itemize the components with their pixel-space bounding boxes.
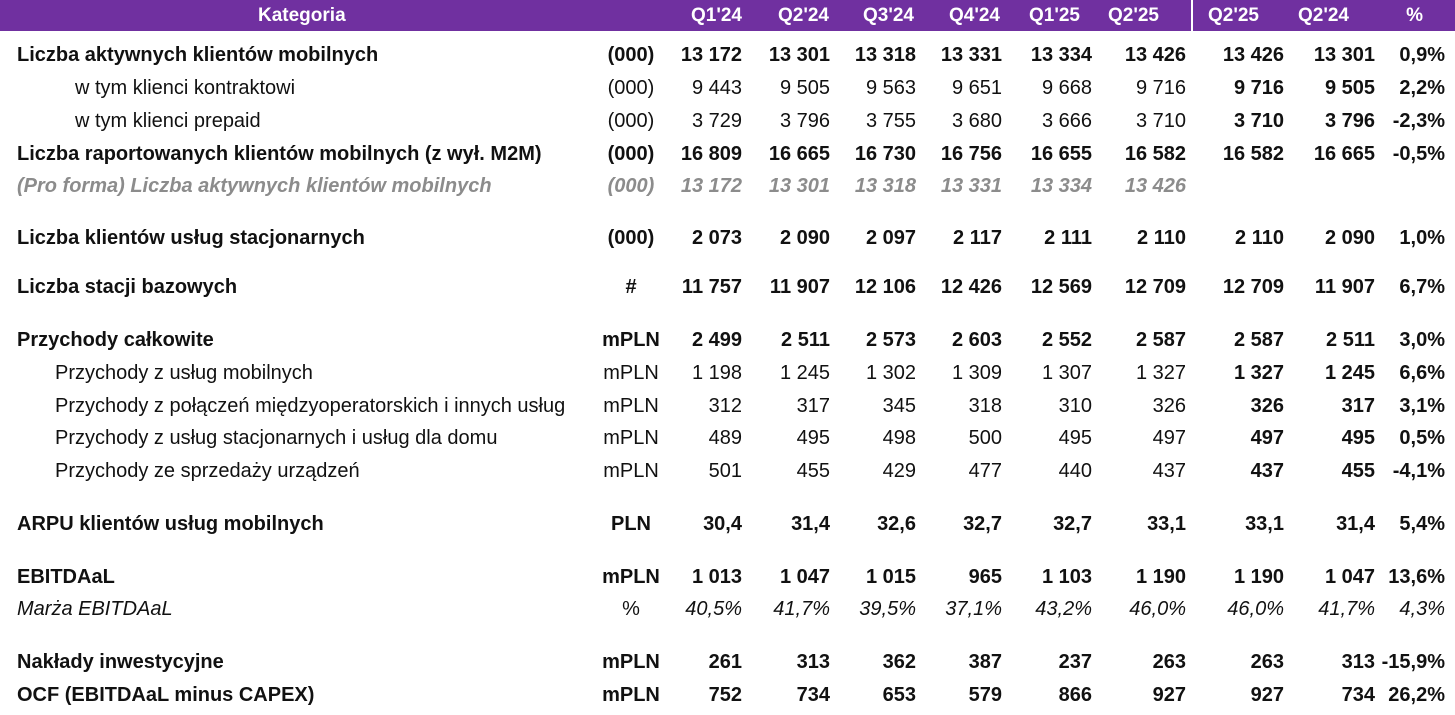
period-value: 1 307: [1041, 362, 1092, 384]
period-value: 653: [882, 684, 916, 706]
period-value: 1 013: [691, 566, 742, 588]
period-value: 13 426: [1124, 44, 1186, 66]
table-row: [0, 680, 1455, 710]
table-row: [0, 562, 1455, 592]
change-percent: 3,1%: [1399, 395, 1445, 417]
row-label: Przychody z usług stacjonarnych i usług dla domu: [55, 427, 498, 449]
header-compare-q2-25: Q2'25: [1208, 5, 1259, 26]
row-unit: (000): [607, 110, 655, 132]
period-value: 16 582: [1124, 143, 1186, 165]
period-value: 9 563: [865, 77, 916, 99]
header-period-q3-24: Q3'24: [863, 5, 914, 26]
compare-value: 2 511: [1326, 329, 1375, 351]
period-value: 317: [796, 395, 830, 417]
compare-value: 437: [1250, 460, 1284, 482]
row-unit: PLN: [611, 513, 651, 535]
row-unit: mPLN: [602, 566, 660, 588]
period-value: 477: [968, 460, 1002, 482]
period-value: 3 710: [1135, 110, 1186, 132]
change-percent: 6,7%: [1399, 276, 1445, 298]
table-row: [0, 391, 1455, 421]
period-value: 43,2%: [1035, 598, 1092, 620]
period-value: 345: [882, 395, 916, 417]
period-value: 39,5%: [859, 598, 916, 620]
row-label: Liczba klientów usług stacjonarnych: [17, 227, 365, 249]
period-value: 33,1: [1147, 513, 1186, 535]
period-value: 11 907: [769, 276, 830, 298]
compare-value: 1 327: [1233, 362, 1284, 384]
period-value: 32,6: [877, 513, 916, 535]
compare-value: 9 505: [1324, 77, 1375, 99]
row-label: Liczba raportowanych klientów mobilnych (z wył. M2M): [17, 143, 542, 165]
table-row: [0, 106, 1455, 136]
period-value: 1 309: [951, 362, 1002, 384]
period-value: 12 709: [1124, 276, 1186, 298]
compare-value: 1 190: [1233, 566, 1284, 588]
row-unit: mPLN: [603, 395, 659, 417]
compare-value: 455: [1341, 460, 1375, 482]
compare-value: 46,0%: [1227, 598, 1284, 620]
row-unit: (000): [607, 77, 655, 99]
change-percent: 13,6%: [1388, 566, 1445, 588]
change-percent: -2,3%: [1392, 110, 1445, 132]
period-value: 1 047: [779, 566, 830, 588]
period-value: 3 680: [951, 110, 1002, 132]
row-unit: (000): [607, 143, 655, 165]
period-value: 429: [882, 460, 916, 482]
table-row: [0, 171, 1455, 201]
table-row: [0, 223, 1455, 253]
table-row: [0, 139, 1455, 169]
period-value: 13 331: [940, 175, 1002, 197]
table-row: [0, 509, 1455, 539]
period-value: 13 172: [680, 175, 742, 197]
period-value: 310: [1058, 395, 1092, 417]
period-value: 261: [708, 651, 742, 673]
period-value: 13 301: [768, 175, 830, 197]
table-row: [0, 647, 1455, 677]
period-value: 498: [882, 427, 916, 449]
compare-value: 33,1: [1245, 513, 1284, 535]
period-value: 12 426: [940, 276, 1002, 298]
period-value: 437: [1152, 460, 1186, 482]
period-value: 13 334: [1030, 44, 1092, 66]
period-value: 13 331: [940, 44, 1002, 66]
period-value: 13 172: [680, 44, 742, 66]
period-value: 1 103: [1041, 566, 1092, 588]
compare-value: 497: [1250, 427, 1284, 449]
compare-value: 495: [1341, 427, 1375, 449]
row-unit: (000): [607, 44, 655, 66]
row-label: Liczba aktywnych klientów mobilnych: [17, 44, 379, 66]
period-value: 965: [968, 566, 1002, 588]
period-value: 455: [796, 460, 830, 482]
period-value: 16 665: [768, 143, 830, 165]
period-value: 30,4: [703, 513, 742, 535]
row-label: (Pro forma) Liczba aktywnych klientów mobilnych: [17, 175, 492, 197]
period-value: 9 716: [1135, 77, 1186, 99]
period-value: 362: [882, 651, 916, 673]
period-value: 2 111: [1044, 227, 1092, 249]
table-row: [0, 594, 1455, 624]
period-value: 2 587: [1135, 329, 1186, 351]
period-value: 263: [1152, 651, 1186, 673]
period-value: 495: [1058, 427, 1092, 449]
table-row: [0, 272, 1455, 302]
row-label: Przychody z usług mobilnych: [55, 362, 313, 384]
table-row: [0, 325, 1455, 355]
row-unit: mPLN: [603, 460, 659, 482]
compare-value: 734: [1341, 684, 1375, 706]
period-value: 2 110: [1137, 227, 1186, 249]
row-unit: mPLN: [602, 651, 660, 673]
period-value: 501: [708, 460, 742, 482]
period-value: 16 809: [680, 143, 742, 165]
period-value: 11 757: [681, 276, 742, 298]
period-value: 46,0%: [1129, 598, 1186, 620]
period-value: 2 117: [953, 227, 1002, 249]
change-percent: 0,9%: [1399, 44, 1445, 66]
change-percent: 5,4%: [1399, 513, 1445, 535]
change-percent: 2,2%: [1399, 77, 1445, 99]
row-label: w tym klienci kontraktowi: [75, 77, 296, 99]
change-percent: 0,5%: [1399, 427, 1445, 449]
period-value: 37,1%: [945, 598, 1002, 620]
period-value: 2 097: [865, 227, 916, 249]
change-percent: 3,0%: [1399, 329, 1445, 351]
header-period-q4-24: Q4'24: [949, 5, 1000, 26]
compare-value: 263: [1250, 651, 1284, 673]
period-value: 326: [1152, 395, 1186, 417]
period-value: 13 301: [768, 44, 830, 66]
change-percent: -0,5%: [1392, 143, 1445, 165]
period-value: 2 090: [779, 227, 830, 249]
period-value: 495: [796, 427, 830, 449]
period-value: 12 569: [1030, 276, 1092, 298]
period-value: 13 426: [1124, 175, 1186, 197]
period-value: 500: [968, 427, 1002, 449]
period-value: 9 651: [951, 77, 1002, 99]
period-value: 9 505: [779, 77, 830, 99]
compare-value: 1 245: [1324, 362, 1375, 384]
compare-value: 12 709: [1222, 276, 1284, 298]
period-value: 16 756: [940, 143, 1002, 165]
row-unit: (000): [607, 175, 655, 197]
compare-value: 3 710: [1233, 110, 1284, 132]
table-row: [0, 456, 1455, 486]
row-unit: mPLN: [603, 362, 659, 384]
row-label: ARPU klientów usług mobilnych: [17, 513, 324, 535]
period-value: 3 796: [779, 110, 830, 132]
compare-value: 31,4: [1336, 513, 1375, 535]
compare-value: 9 716: [1233, 77, 1284, 99]
period-value: 32,7: [963, 513, 1002, 535]
compare-value: 313: [1341, 651, 1375, 673]
header-separator: [1191, 0, 1193, 31]
compare-value: 11 907: [1314, 276, 1375, 298]
period-value: 31,4: [791, 513, 830, 535]
header-compare-pct: %: [1406, 5, 1423, 26]
period-value: 41,7%: [773, 598, 830, 620]
header-category: Kategoria: [258, 5, 346, 26]
period-value: 3 755: [865, 110, 916, 132]
header-period-q2-25: Q2'25: [1108, 5, 1159, 26]
change-percent: -15,9%: [1381, 651, 1445, 673]
change-percent: 1,0%: [1399, 227, 1445, 249]
period-value: 1 015: [865, 566, 916, 588]
table-row: [0, 40, 1455, 70]
row-unit: (000): [607, 227, 655, 249]
row-label: Nakłady inwestycyjne: [17, 651, 224, 673]
period-value: 13 318: [854, 175, 916, 197]
table-row: [0, 73, 1455, 103]
period-value: 752: [708, 684, 742, 706]
period-value: 313: [796, 651, 830, 673]
period-value: 734: [796, 684, 830, 706]
row-label: Marża EBITDAaL: [17, 598, 173, 620]
row-unit: mPLN: [602, 684, 660, 706]
compare-value: 41,7%: [1318, 598, 1375, 620]
compare-value: 2 110: [1235, 227, 1284, 249]
compare-value: 13 301: [1313, 44, 1375, 66]
change-percent: 4,3%: [1399, 598, 1445, 620]
table-row: [0, 423, 1455, 453]
period-value: 2 603: [951, 329, 1002, 351]
period-value: 12 106: [854, 276, 916, 298]
row-label: OCF (EBITDAaL minus CAPEX): [17, 684, 315, 706]
compare-value: 13 426: [1222, 44, 1284, 66]
period-value: 9 443: [691, 77, 742, 99]
period-value: 32,7: [1053, 513, 1092, 535]
table-row: [0, 358, 1455, 388]
period-value: 3 666: [1041, 110, 1092, 132]
period-value: 40,5%: [685, 598, 742, 620]
period-value: 2 073: [691, 227, 742, 249]
row-label: Przychody ze sprzedaży urządzeń: [55, 460, 360, 482]
header-period-q2-24: Q2'24: [778, 5, 829, 26]
row-unit: #: [625, 276, 637, 298]
row-unit: mPLN: [602, 329, 660, 351]
period-value: 1 190: [1135, 566, 1186, 588]
row-unit: %: [622, 598, 640, 620]
header-compare-q2-24: Q2'24: [1298, 5, 1349, 26]
compare-value: 1 047: [1324, 566, 1375, 588]
compare-value: 927: [1250, 684, 1284, 706]
compare-value: 2 090: [1324, 227, 1375, 249]
change-percent: 6,6%: [1399, 362, 1445, 384]
change-percent: 26,2%: [1388, 684, 1445, 706]
row-label: Przychody z połączeń międzyoperatorskich i innych usług: [55, 395, 566, 417]
period-value: 440: [1058, 460, 1092, 482]
header-period-q1-24: Q1'24: [691, 5, 742, 26]
period-value: 2 573: [865, 329, 916, 351]
change-percent: -4,1%: [1392, 460, 1445, 482]
period-value: 16 655: [1030, 143, 1092, 165]
period-value: 1 245: [779, 362, 830, 384]
period-value: 9 668: [1041, 77, 1092, 99]
period-value: 312: [708, 395, 742, 417]
period-value: 387: [968, 651, 1002, 673]
period-value: 13 318: [854, 44, 916, 66]
period-value: 927: [1152, 684, 1186, 706]
period-value: 2 552: [1041, 329, 1092, 351]
header-period-q1-25: Q1'25: [1029, 5, 1080, 26]
compare-value: 16 582: [1222, 143, 1284, 165]
period-value: 2 499: [691, 329, 742, 351]
period-value: 3 729: [691, 110, 742, 132]
row-label: EBITDAaL: [17, 566, 115, 588]
row-unit: mPLN: [603, 427, 659, 449]
period-value: 318: [968, 395, 1002, 417]
row-label: w tym klienci prepaid: [75, 110, 261, 132]
period-value: 2 511: [781, 329, 830, 351]
period-value: 13 334: [1030, 175, 1092, 197]
compare-value: 16 665: [1313, 143, 1375, 165]
period-value: 1 327: [1135, 362, 1186, 384]
compare-value: 3 796: [1324, 110, 1375, 132]
period-value: 497: [1152, 427, 1186, 449]
period-value: 579: [968, 684, 1002, 706]
row-label: Przychody całkowite: [17, 329, 214, 351]
compare-value: 2 587: [1233, 329, 1284, 351]
compare-value: 326: [1250, 395, 1284, 417]
period-value: 866: [1058, 684, 1092, 706]
header-bar: [0, 0, 1455, 31]
period-value: 16 730: [854, 143, 916, 165]
compare-value: 317: [1341, 395, 1375, 417]
period-value: 1 302: [865, 362, 916, 384]
period-value: 237: [1058, 651, 1092, 673]
period-value: 489: [708, 427, 742, 449]
period-value: 1 198: [691, 362, 742, 384]
row-label: Liczba stacji bazowych: [17, 276, 238, 298]
